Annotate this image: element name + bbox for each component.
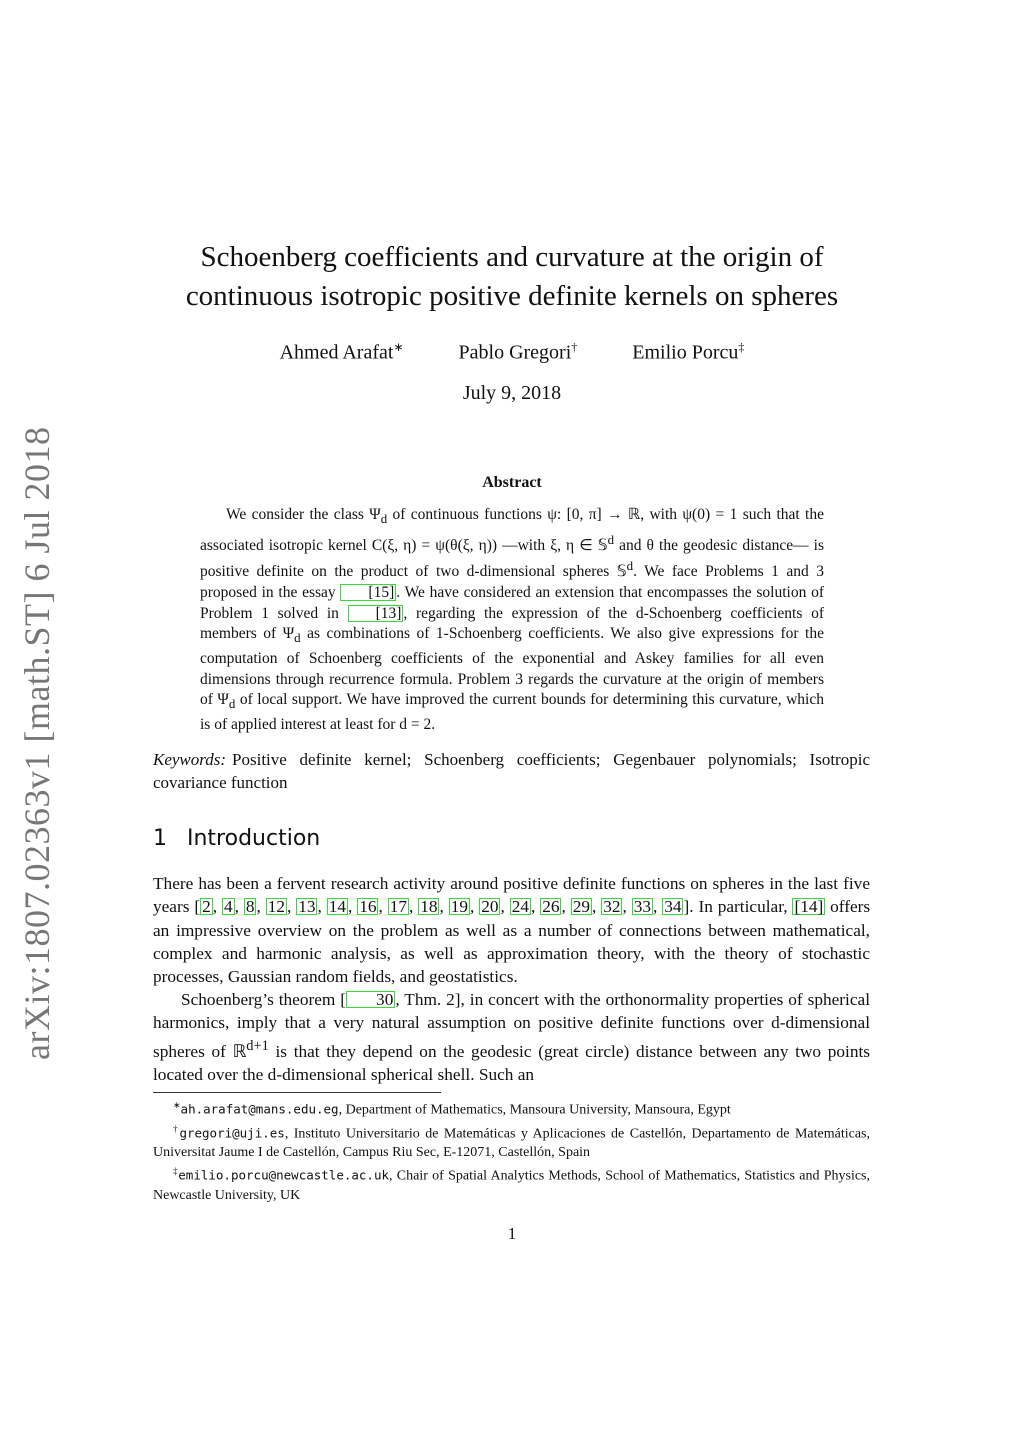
title-line-2: continuous isotropic positive definite kernels on spheres [185,280,839,312]
citation-link[interactable]: [15] [340,584,396,601]
author-name: Pablo Gregori [458,341,572,364]
author-footnote-mark[interactable]: ‡ [738,340,745,354]
superscript: d [607,531,615,547]
abstract-text: . We have considered an extension that encompasses the solution of Problem 1 solved in [200,584,825,622]
superscript: d [626,558,634,574]
section-heading [153,826,320,851]
footnote-2 [153,1120,870,1163]
footnote-text: , Department of Mathematics, Mansoura University, Mansoura, Egypt [338,1102,731,1118]
citation-link[interactable]: 26 [542,897,560,917]
paragraph-text: offers an impressive overview on the problem as well as a number of connections between mathematical, complex and harmonic analysis, as well as approximation theory, with the theory of stochastic processes, Gaussian random fields, and geostatistics. [153,897,871,987]
paper-date: July 9, 2018 [462,382,562,404]
footnote-text: , Instituto Universitario de Matemáticas y Aplicaciones de Castellón, Departamento de Matemáticas, Universitat Jaume I de Castellón, Campus Riu Sec, E-12071, Castellón, Spain [153,1126,871,1161]
citation-link[interactable]: 16 [359,897,377,917]
citation-link[interactable]: 17 [389,897,407,917]
citation-link[interactable]: 20 [481,897,499,917]
page-number: 1 [507,1224,517,1243]
footnote-3 [153,1162,870,1205]
author-footnote-mark[interactable]: † [571,340,578,354]
citation-link[interactable]: 32 [603,897,621,917]
title-line-1: Schoenberg coefficients and curvature at the origin of [200,241,824,273]
paper-title [150,238,874,316]
author-footnote-mark[interactable]: ∗ [393,340,404,354]
footnote-mark: ∗ [173,1100,181,1110]
citation-link[interactable]: 4 [223,897,233,917]
footnote-1 [153,1096,870,1120]
abstract-text: , regarding the expression of the d-Schoenberg coefficients of members of Ψ [200,604,824,643]
footnote-text: , Chair of Spatial Analytics Methods, School of Mathematics, Statistics and Physics, Newcastle University, UK [153,1168,871,1203]
section-number: 1 [153,826,167,851]
citation-link[interactable]: 13 [298,897,316,917]
citation-link[interactable]: 34 [664,897,682,917]
footnote-divider [153,1092,441,1093]
citation-link[interactable]: 8 [245,897,255,917]
footnotes [153,1096,870,1205]
citation-link[interactable]: 12 [267,897,285,917]
paragraph-text: Schoenberg’s theorem [ [181,990,347,1009]
footnote-email[interactable]: emilio.porcu@newcastle.ac.uk [178,1167,389,1183]
citation-link[interactable]: 19 [450,897,468,917]
superscript: d+1 [246,1037,269,1054]
paragraph-text: , Thm. 2], in concert with the orthonormality properties of spherical harmonics, imply that a very natural assumption on positive definite functions over d-dimensional spheres of ℝ [153,990,870,1061]
subscript: d [228,696,236,712]
intro-paragraph-1: There has been a fervent research activity around positive definite functions on spheres in the last five years [ 2 , 4 , 8 , 12 , 13 , 14 , 16 , 17 , 18 , 19 , 20 , 24 , 26 , 29 , 32 , 33 , 34 ]. In particular, [14] offers an impressive overview on the problem as well as a number of connections between mathematical, complex and harmonic analysis, as well as approximation theory, with the theory of stochastic processes, Gaussian random fields, and geostatistics. [153,874,871,987]
citation-link[interactable]: 33 [633,897,651,917]
citation-link[interactable]: 30 [346,991,395,1008]
paragraph-text: is that they depend on the geodesic (great circle) distance between any two points located over the d-dimensional spherical shell. Such an [153,1041,870,1084]
author-1 [280,340,404,365]
abstract-text: . We face Problems 1 and 3 proposed in the essay [200,563,824,602]
keywords-text: Positive definite kernel; Schoenberg coefficients; Gegenbauer polynomials; Isotropic covariance function [153,750,870,792]
abstract-text: as combinations of 1-Schoenberg coefficients. We also give expressions for the computation of Schoenberg coefficients of the exponential and Askey families for all even dimensions through recurrence formula. Problem 3 regards the curvature at the origin of members of Ψ [200,625,824,709]
abstract-heading: Abstract [482,474,542,491]
intro-paragraph-2 [153,988,870,1086]
section-title: Introduction [187,826,321,851]
keywords [153,748,870,794]
citation-link[interactable]: [13] [348,605,404,622]
citation-link[interactable]: [14] [794,897,824,917]
paragraph-text: . In particular, [689,897,793,917]
author-name: Emilio Porcu [632,341,739,364]
abstract-text: of continuous functions ψ: [0, π] → ℝ, with ψ(0) = 1 such that the associated isotropic kernel C(ξ, η) = ψ(θ(ξ, η)) —with ξ, η ∈ 𝕊 [200,506,824,554]
citation-link[interactable]: 2 [202,897,211,917]
author-name: Ahmed Arafat [279,341,394,364]
abstract-text: and θ the geodesic distance— is positive definite on the product of two d-dimensional spheres 𝕊 [200,536,824,581]
footnote-email[interactable]: ah.arafat@mans.edu.eg [180,1101,339,1117]
abstract-body [200,505,824,736]
keywords-label: Keywords: [153,750,227,769]
citation-list: 2 , 4 , 8 , 12 , 13 , 14 , 16 , 17 , 18 , 19 , 20 , 24 , 26 , 29 , 32 , 33 , 34 [202,897,682,917]
citation-link[interactable]: 29 [572,897,590,917]
author-3 [632,340,744,365]
arxiv-identifier[interactable]: arXiv:1807.02363v1 [math.ST] 6 Jul 2018 [17,426,57,1060]
author-2 [459,340,578,365]
citation-link[interactable]: 18 [420,897,438,917]
abstract-text: We consider the class Ψ [226,506,381,523]
author-list [150,340,874,365]
abstract-text: of local support. We have improved the current bounds for determining this curvature, which is of applied interest at least for d = 2. [200,691,824,733]
footnote-mark: ‡ [173,1166,179,1177]
subscript: d [294,630,301,646]
footnote-mark: † [173,1123,180,1134]
citation-link[interactable]: 24 [511,897,529,917]
footnote-email[interactable]: gregori@uji.es [179,1125,285,1141]
subscript: d [380,511,388,527]
paragraph-text: There has been a fervent research activity around positive definite functions on spheres in the last five years [153,874,870,917]
citation-link[interactable]: 14 [328,897,346,917]
